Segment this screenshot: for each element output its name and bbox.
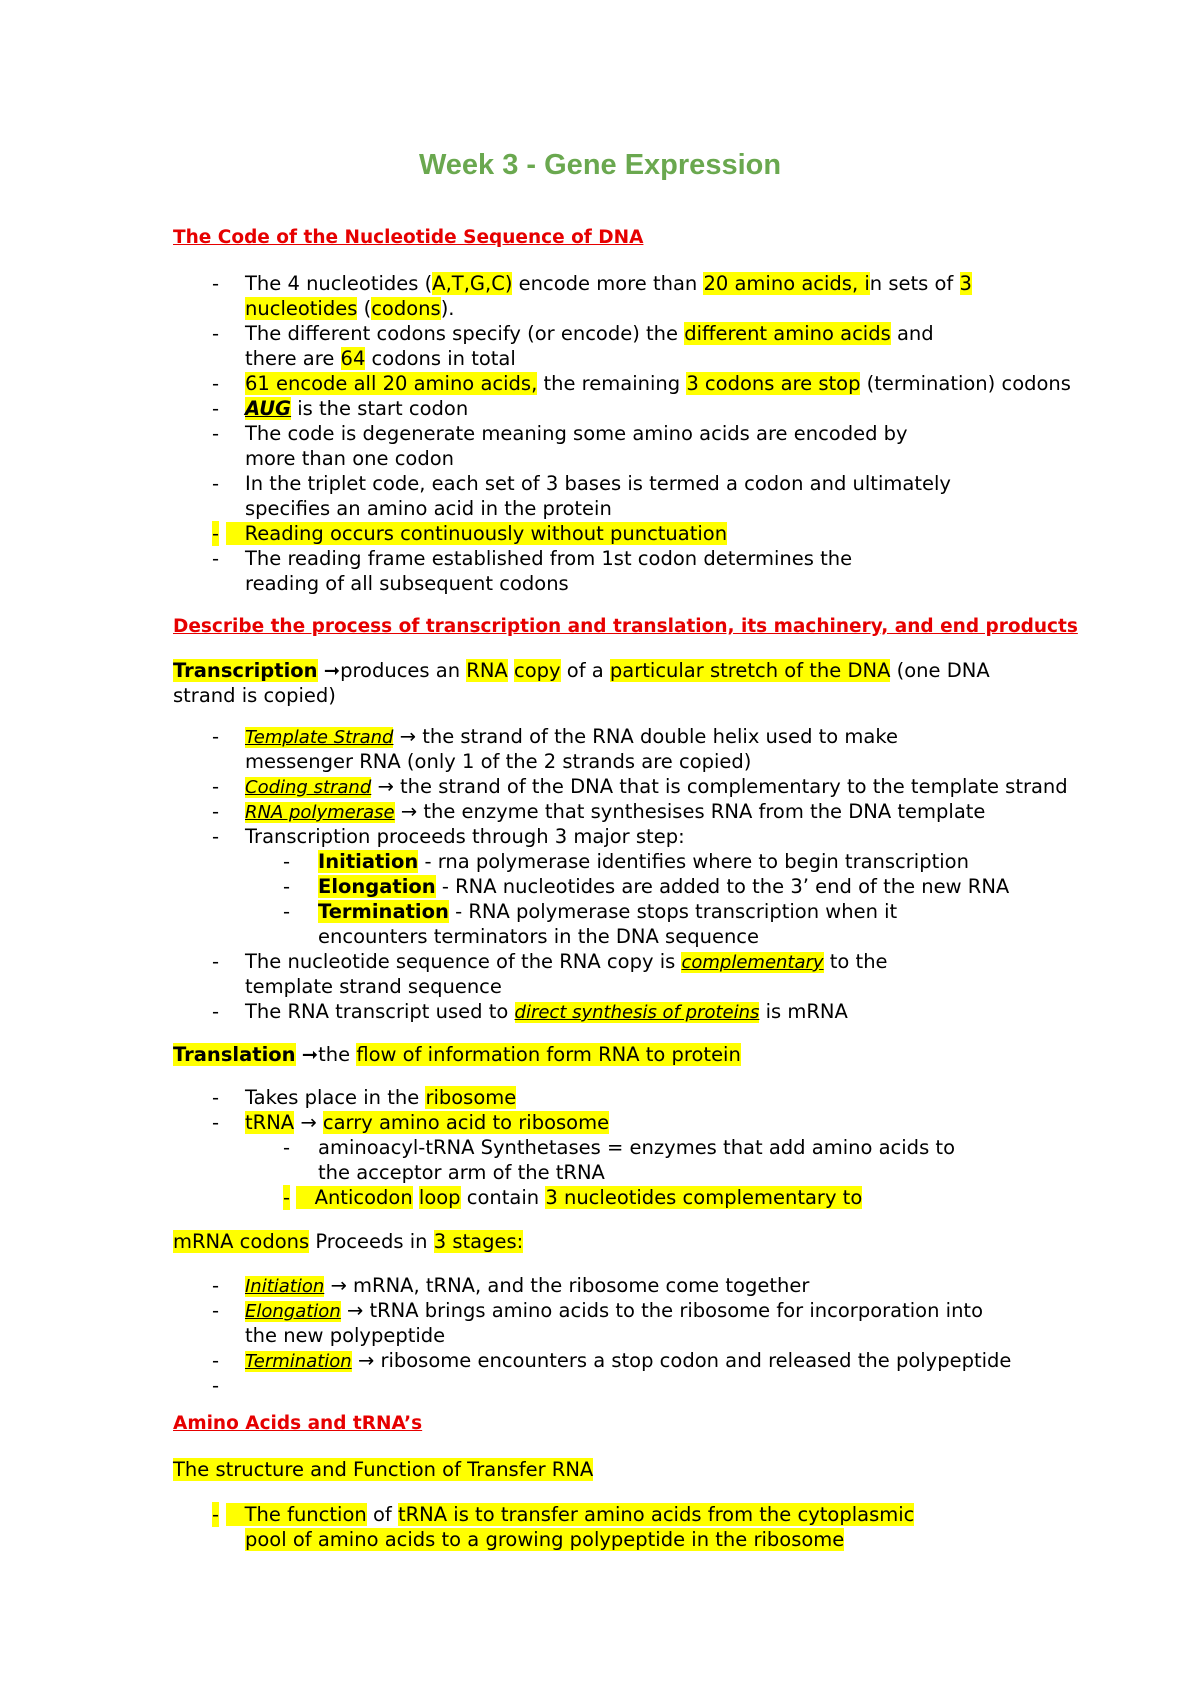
bullet-template-strand: Template Strand → the strand of the RNA double helix used to make: [245, 725, 898, 748]
section-heading-amino-acids: Amino Acids and tRNA’s: [173, 1413, 423, 1434]
bullet-codons-cont: there are 64 codons in total: [245, 347, 516, 370]
sub-bullet-dash: -: [283, 850, 291, 873]
bullet-stage-termination: Termination → ribosome encounters a stop codon and released the polypeptide: [245, 1349, 1012, 1372]
bullet-trna: tRNA → carry amino acid to ribosome: [245, 1111, 610, 1134]
sub-bullet-termination-cont: encounters terminators in the DNA sequence: [318, 925, 760, 948]
bullet-dash: -: [212, 272, 220, 295]
bullet-reading-frame: The reading frame established from 1st codon determines the: [245, 547, 853, 570]
mrna-codons-stages: mRNA codons Proceeds in 3 stages:: [173, 1230, 524, 1253]
bullet-degenerate-cont: more than one codon: [245, 447, 455, 470]
sub-bullet-synthetases-cont: the acceptor arm of the tRNA: [318, 1161, 605, 1184]
bullet-dash: -: [212, 1299, 220, 1322]
bullet-trna-function-cont: pool of amino acids to a growing polypeptide in the ribosome: [245, 1528, 845, 1551]
bullet-stage-elongation: Elongation → tRNA brings amino acids to the ribosome for incorporation into: [245, 1299, 984, 1322]
bullet-template-strand-cont: messenger RNA (only 1 of the 2 strands are copied): [245, 750, 752, 773]
bullet-triplet: In the triplet code, each set of 3 bases is termed a codon and ultimately: [245, 472, 951, 495]
bullet-start-codon: AUG is the start codon: [245, 397, 469, 420]
bullet-codons: The different codons specify (or encode) the different amino acids and: [245, 322, 934, 345]
bullet-dash: -: [212, 372, 220, 395]
bullet-nucleotides: The 4 nucleotides (A,T,G,C) encode more than 20 amino acids, in sets of 3: [245, 272, 972, 295]
sub-bullet-dash: -: [283, 900, 291, 923]
bullet-transcription-steps: Transcription proceeds through 3 major step:: [245, 825, 685, 848]
bullet-reading: Reading occurs continuously without punctuation: [226, 521, 727, 546]
transcription-definition: Transcription ➞produces an RNA copy of a particular stretch of the DNA (one DNA: [173, 659, 990, 682]
bullet-dash: -: [212, 547, 220, 570]
bullet-rna-polymerase: RNA polymerase → the enzyme that synthesises RNA from the DNA template: [245, 800, 986, 823]
bullet-dash: -: [212, 1349, 220, 1372]
bullet-coding-strand: Coding strand → the strand of the DNA that is complementary to the template strand: [245, 775, 1068, 798]
bullet-complementary-cont: template strand sequence: [245, 975, 502, 998]
page-title: Week 3 - Gene Expression: [418, 149, 782, 181]
translation-definition: Translation ➞the flow of information form RNA to protein: [173, 1043, 741, 1066]
bullet-dash: -: [212, 825, 220, 848]
sub-bullet-initiation: Initiation - rna polymerase identifies where to begin transcription: [318, 850, 969, 873]
bullet-dash: -: [212, 397, 220, 420]
bullet-ribosome: Takes place in the ribosome: [245, 1086, 517, 1109]
bullet-stage-elongation-cont: the new polypeptide: [245, 1324, 446, 1347]
bullet-triplet-cont: specifies an amino acid in the protein: [245, 497, 612, 520]
sub-bullet-anticodon: Anticodon loop contain 3 nucleotides complementary to: [296, 1185, 862, 1210]
bullet-dash: -: [212, 1086, 220, 1109]
bullet-trna-function: The function of tRNA is to transfer amino acids from the cytoplasmic: [226, 1502, 914, 1527]
bullet-mrna: The RNA transcript used to direct synthesis of proteins is mRNA: [245, 1000, 848, 1023]
sub-bullet-dash: -: [283, 1136, 291, 1159]
bullet-dash: -: [212, 1000, 220, 1023]
bullet-dash: -: [212, 322, 220, 345]
section-heading-code: The Code of the Nucleotide Sequence of DNA: [173, 227, 644, 248]
bullet-dash: -: [212, 1503, 220, 1526]
sub-bullet-dash: -: [283, 875, 291, 898]
bullet-dash: -: [212, 800, 220, 823]
transcription-definition-cont: strand is copied): [173, 684, 336, 707]
bullet-dash: -: [212, 472, 220, 495]
bullet-dash: -: [212, 1111, 220, 1134]
bullet-reading-frame-cont: reading of all subsequent codons: [245, 572, 569, 595]
sub-bullet-termination: Termination - RNA polymerase stops transcription when it: [318, 900, 898, 923]
bullet-stage-initiation: Initiation → mRNA, tRNA, and the ribosome come together: [245, 1274, 810, 1297]
bullet-dash-empty: -: [212, 1374, 220, 1397]
bullet-dash: -: [212, 522, 220, 545]
section-heading-transcription-translation: Describe the process of transcription and translation, its machinery, and end products: [173, 616, 1078, 637]
bullet-dash: -: [212, 775, 220, 798]
bullet-dash: -: [212, 422, 220, 445]
bullet-nucleotides-cont: nucleotides (codons).: [245, 297, 455, 320]
sub-bullet-synthetases: aminoacyl-tRNA Synthetases = enzymes that add amino acids to: [318, 1136, 955, 1159]
sub-bullet-dash: -: [283, 1186, 291, 1209]
sub-bullet-elongation: Elongation - RNA nucleotides are added to the 3’ end of the new RNA: [318, 875, 1010, 898]
bullet-dash: -: [212, 1274, 220, 1297]
subheading-trna-structure: The structure and Function of Transfer RNA: [173, 1458, 594, 1481]
bullet-stop-codons: 61 encode all 20 amino acids, the remaining 3 codons are stop (termination) codons: [245, 372, 1071, 395]
bullet-complementary: The nucleotide sequence of the RNA copy is complementary to the: [245, 950, 888, 973]
bullet-dash: -: [212, 725, 220, 748]
bullet-degenerate: The code is degenerate meaning some amino acids are encoded by: [245, 422, 908, 445]
bullet-dash: -: [212, 950, 220, 973]
